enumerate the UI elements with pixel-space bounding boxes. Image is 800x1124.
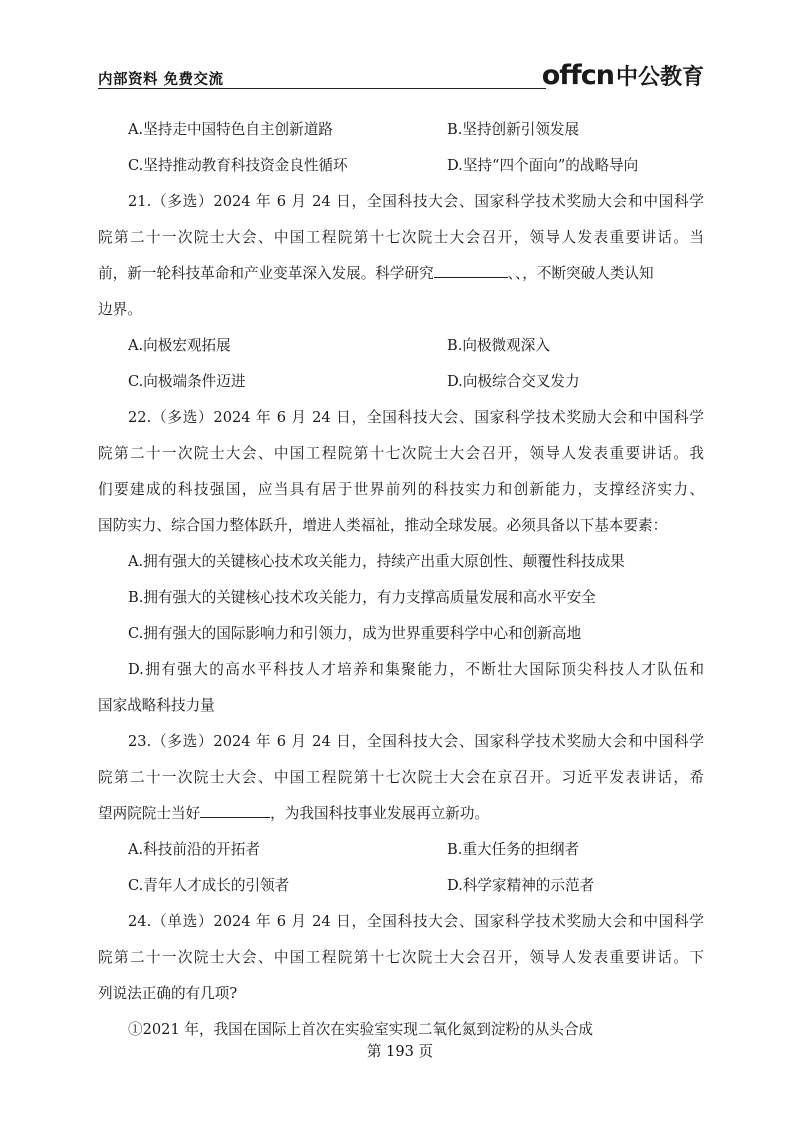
q22-option-c: C.拥有强大的国际影响力和引领力，成为世界重要科学中心和创新高地 [128,625,582,642]
q22-option-d-line-1: D.拥有强大的高水平科技人才培养和集聚能力，不断壮大国际顶尖科技人才队伍和 [128,661,704,678]
q23-option-a: A.科技前沿的开拓者 [128,841,260,858]
q23-stem-line-3-end: ，为我国科技事业发展再立新功。 [270,805,490,822]
q24-stem-line-2: 院第二十一次院士大会、中国工程院第十七次院士大会召开，领导人发表重要讲话。下 [98,949,704,966]
page-number: 第 193 页 [366,1043,434,1060]
q23-stem-line-3 [98,803,489,825]
q21-option-a: A.向极宏观拓展 [128,337,231,354]
q22-stem-line-4: 国防实力、综合国力整体跃升，增进人类福祉，推动全球发展。必须具备以下基本要素： [98,517,668,534]
q23-option-b: B.重大任务的担纲者 [447,841,580,858]
q22-stem-line-2: 院第二十一次院士大会、中国工程院第十七次院士大会召开，领导人发表重要讲话。我 [98,445,704,462]
logo-wordmark: offcn [541,60,614,91]
q21-stem-line-1: 21.（多选）2024 年 6 月 24 日，全国科技大会、国家科学技术奖励大会和中国科学 [128,193,704,210]
q20-option-d: D.坚持“四个面向”的战略导向 [447,157,639,174]
q21-stem-line-3-start: 前，新一轮科技革命和产业变革深入发展。科学研究 [98,265,434,282]
q21-stem-line-3-end: 、、，不断突破人类认知 [507,265,654,282]
q21-stem-line-4: 边界。 [98,301,142,318]
logo-cjk-text: 中公教育 [615,65,704,90]
q23-stem-line-2: 院第二十一次院士大会、中国工程院第十七次院士大会在京召开。习近平发表讲话，希 [98,769,704,786]
q23-option-c: C.青年人才成长的引领者 [128,877,290,894]
q22-option-b: B.拥有强大的关键核心技术攻关能力，有力支撑高质量发展和高水平安全 [128,589,596,606]
q23-stem-line-3-start: 望两院院士当好 [98,805,201,822]
q21-option-c: C.向极端条件迈进 [128,373,246,390]
header-rule [98,88,546,89]
q20-option-b: B.坚持创新引领发展 [447,121,580,138]
q21-option-d: D.向极综合交叉发力 [447,373,580,390]
offcn-logo [542,60,704,90]
q20-option-c: C.坚持推动教育科技资金良性循环 [128,157,348,174]
header-caption: 内部资料 免费交流 [98,72,224,88]
answer-blank [434,263,508,278]
q22-stem-line-1: 22.（多选）2024 年 6 月 24 日，全国科技大会、国家科学技术奖励大会和中国科学 [128,409,704,426]
q21-stem-line-2: 院第二十一次院士大会、中国工程院第十七次院士大会召开，领导人发表重要讲话。当 [98,229,704,246]
q21-option-b: B.向极微观深入 [447,337,550,354]
q22-option-a: A.拥有强大的关键核心技术攻关能力，持续产出重大原创性、颠覆性科技成果 [128,553,625,570]
q23-option-d: D.科学家精神的示范者 [447,877,595,894]
page-header [98,60,704,92]
q22-option-d-line-2: 国家战略科技力量 [98,697,215,714]
q22-stem-line-3: 们要建成的科技强国，应当具有居于世界前列的科技实力和创新能力，支撑经济实力、 [98,481,704,498]
q20-option-a: A.坚持走中国特色自主创新道路 [128,121,333,138]
q21-stem-line-3 [98,263,654,285]
answer-blank [200,803,270,818]
q23-stem-line-1: 23.（多选）2024 年 6 月 24 日，全国科技大会、国家科学技术奖励大会和中国科学 [128,733,704,750]
q24-statement-1: ①2021 年，我国在国际上首次在实验室实现二氧化氮到淀粉的从头合成 [128,1021,594,1038]
q24-stem-line-1: 24.（单选）2024 年 6 月 24 日，全国科技大会、国家科学技术奖励大会和中国科学 [128,913,704,930]
q24-stem-line-3: 列说法正确的有几项? [98,985,238,1002]
